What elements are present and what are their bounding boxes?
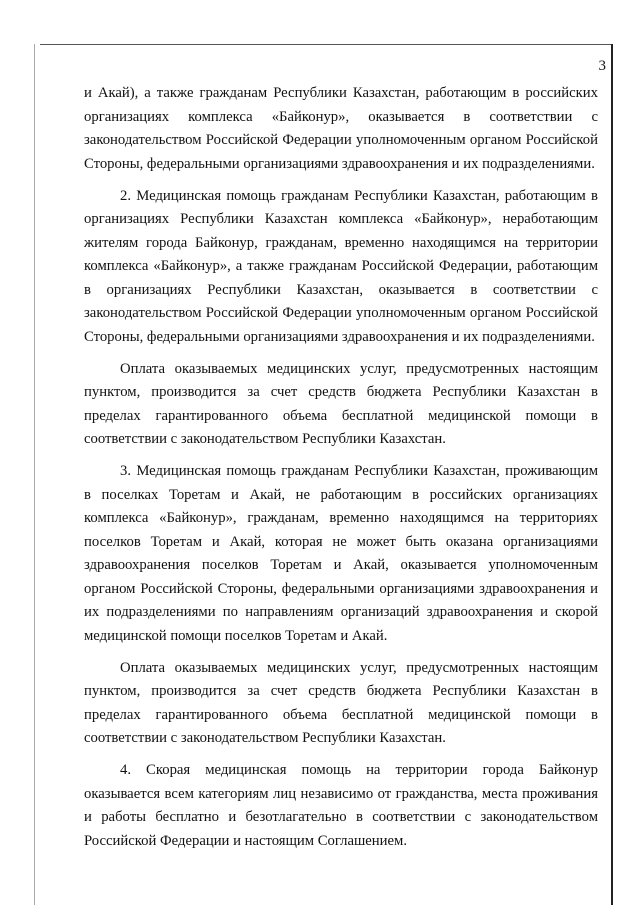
paragraph-item-4: 4. Скорая медицинская помощь на территории города Байконур оказывается всем категориям лиц независимо от гражданства, места проживания и работы бесплатно и безотлагательно в соответствии с законодательством Российской Федерации и настоящим Соглашением. — [84, 762, 598, 849]
paragraph-continuation: и Акай), а также гражданам Республики Казахстан, работающим в российских организациях комплекса «Байконур», оказывается в соответствии с законодательством Российской Федерации уполномоченным органом Российской Стороны, федеральными организациями здравоохранения и их подразделениями. — [84, 85, 598, 172]
paragraph-item-2: 2. Медицинская помощь гражданам Республики Казахстан, работающим в организациях Республики Казахстан комплекса «Байконур», неработающим жителям города Байконур, гражданам, временно находящимся на территории комплекса «Байконур», а также гражданам Российской Федерации, работающим в организациях Республики Казахстан, оказывается в соответствии с законодательством Российской Федерации уполномоченным органом Российской Стороны, федеральными организациями здравоохранения и их подразделениями. — [84, 187, 598, 345]
right-border-line — [611, 44, 613, 905]
page-number: 3 — [598, 58, 606, 74]
left-border-line — [34, 44, 35, 905]
top-border-line — [40, 44, 612, 45]
paragraph-payment-2: Оплата оказываемых медицинских услуг, предусмотренных настоящим пунктом, производится за счет средств бюджета Республики Казахстан в пределах гарантированного объема бесплатной медицинской помощи в соответствии с законодательством Республики Казахстан. — [84, 659, 598, 746]
paragraph-item-3: 3. Медицинская помощь гражданам Республики Казахстан, проживающим в поселках Торетам и Акай, не работающим в российских организациях комплекса «Байконур», гражданам, временно находящимся на территориях поселков Торетам и Акай, которая не может быть оказана организациями здравоохранения поселков Торетам и Акай, оказывается уполномоченным органом Российской Стороны, федеральными организациями здравоохранения и их подразделениями по направлениям организаций здравоохранения и скорой медицинской помощи поселков Торетам и Акай. — [84, 463, 598, 644]
document-body — [84, 82, 598, 862]
paragraph-payment-1: Оплата оказываемых медицинских услуг, предусмотренных настоящим пунктом, производится за счет средств бюджета Республики Казахстан в пределах гарантированного объема бесплатной медицинской помощи в соответствии с законодательством Республики Казахстан. — [84, 360, 598, 447]
